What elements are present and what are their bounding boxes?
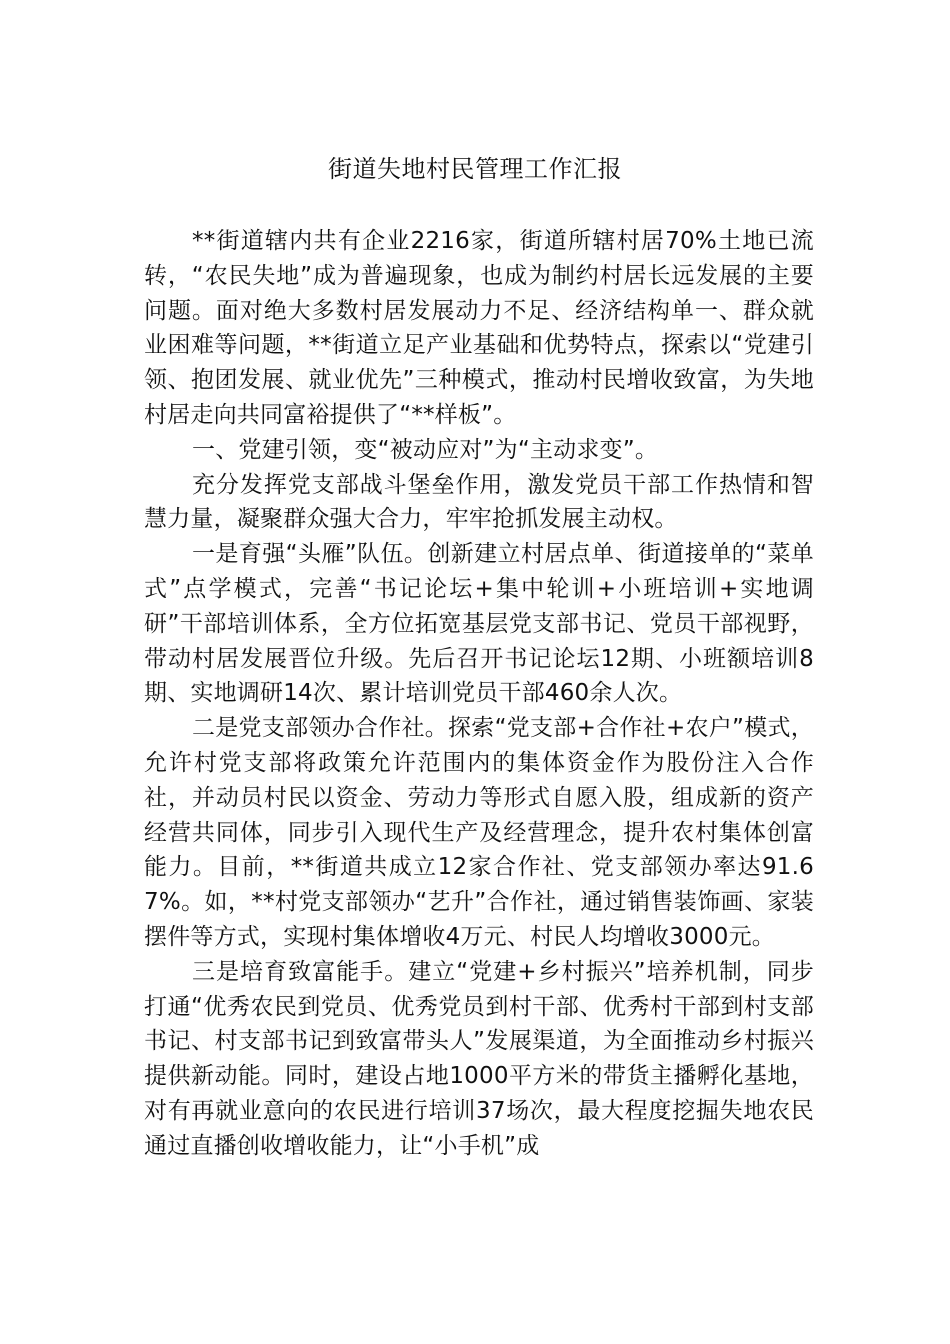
paragraph-point-3: 三是培育致富能手。建立“党建+乡村振兴”培养机制，同步打通“优秀农民到党员、优秀党员到村干部、优秀村干部到村支部书记、村支部书记到致富带头人”发展渠道，为全面推动乡村振兴提供新动能。同时，建设占地1000平方米的带货主播孵化基地，对有再就业意向的农民进行培训37场次，最大程度挖掘失地农民通过直播创收增收能力，让“小手机”成 bbox=[144, 958, 814, 1159]
paragraph-section-1-intro: 充分发挥党支部战斗堡垒作用，激发党员干部工作热情和智慧力量，凝聚群众强大合力，牢牢抢抓发展主动权。 bbox=[144, 471, 814, 533]
paragraph-point-2: 二是党支部领办合作社。探索“党支部+合作社+农户”模式，允许村党支部将政策允许范围内的集体资金作为股份注入合作社，并动员村民以资金、劳动力等形式自愿入股，组成新的资产经营共同体，同步引入现代生产及经营理念，提升农村集体创富能力。目前，**街道共成立12家合作社、党支部领办率达91.67%。如，**村党支部领办“艺升”合作社，通过销售装饰画、家装摆件等方式，实现村集体增收4万元、村民人均增收3000元。 bbox=[144, 715, 814, 950]
paragraph-point-1: 一是育强“头雁”队伍。创新建立村居点单、街道接单的“菜单式”点学模式，完善“书记论坛+集中轮训+小班培训+实地调研”干部培训体系，全方位拓宽基层党支部书记、党员干部视野，带动村居发展晋位升级。先后召开书记论坛12期、小班额培训8期、实地调研14次、累计培训党员干部460余人次。 bbox=[144, 541, 814, 707]
document-title: 街道失地村民管理工作汇报 bbox=[328, 155, 622, 183]
document-body bbox=[144, 224, 814, 1164]
paragraph-intro: **街道辖内共有企业2216家，街道所辖村居70%土地已流转，“农民失地”成为普遍现象，也成为制约村居长远发展的主要问题。面对绝大多数村居发展动力不足、经济结构单一、群众就业困难等问题，**街道立足产业基础和优势特点，探索以“党建引领、抱团发展、就业优先”三种模式，推动村民增收致富，为失地村居走向共同富裕提供了“**样板”。 bbox=[144, 228, 814, 428]
section-heading-1: 一、党建引领，变“被动应对”为“主动求变”。 bbox=[192, 436, 659, 463]
